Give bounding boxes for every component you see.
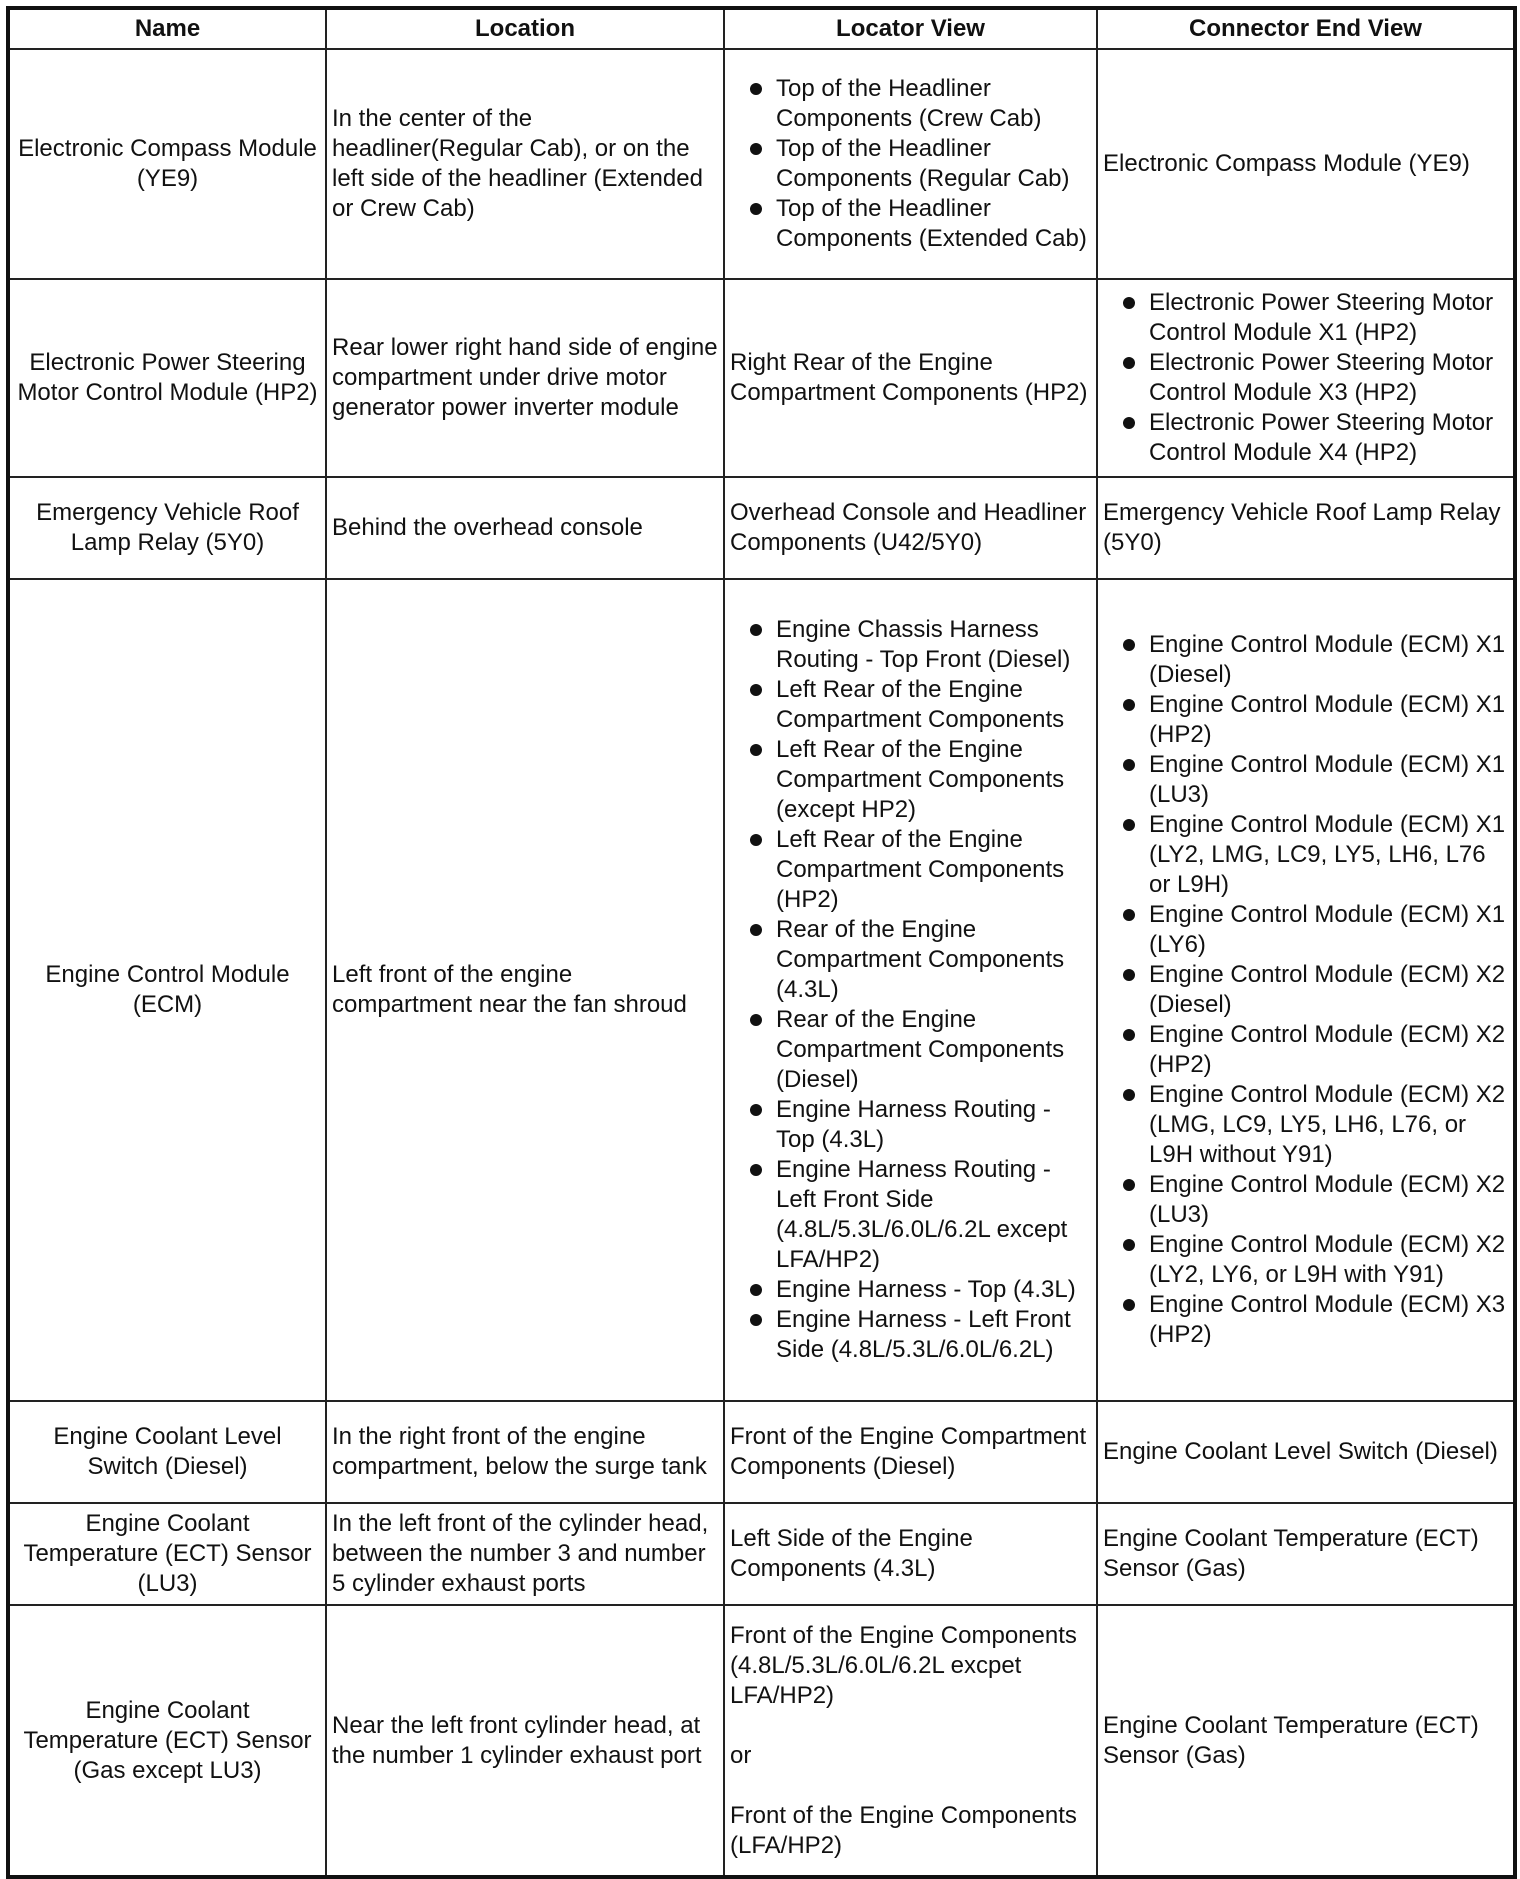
list-item (730, 74, 1091, 134)
table-row (8, 477, 1515, 579)
cell-name: Engine Coolant Level Switch (Diesel) (8, 1401, 326, 1503)
locator-item-text: Rear of the Engine Compartment Components (Diesel) (776, 1006, 1065, 1093)
locator-item-text: Engine Harness Routing - Left Front Side (4.8L/5.3L/6.0L/6.2L except LFA/HP2) (776, 1156, 1068, 1273)
header-locator-view: Locator View (724, 8, 1097, 49)
bullet-icon (1123, 357, 1135, 369)
bullet-icon (1123, 699, 1135, 711)
bullet-icon (750, 834, 762, 846)
list-item (730, 1095, 1091, 1155)
connector-item-text: Engine Control Module (ECM) X2 (LU3) (1149, 1171, 1506, 1228)
bullet-icon (750, 924, 762, 936)
locator-or-text: or (730, 1741, 752, 1769)
cell-location: In the center of the headliner(Regular Cab), or on the left side of the headliner (Extended or Crew Cab) (326, 49, 724, 279)
locator-list (730, 615, 1091, 1365)
cell-locator-view: Overhead Console and Headliner Components (U42/5Y0) (724, 477, 1097, 579)
cell-location: Rear lower right hand side of engine compartment under drive motor generator power inverter module (326, 279, 724, 477)
locator-item-text: Left Rear of the Engine Compartment Components (HP2) (776, 826, 1065, 913)
locator-item-text: Engine Harness Routing - Top (4.3L) (776, 1096, 1051, 1153)
header-row (8, 8, 1515, 49)
list-item (730, 915, 1091, 1005)
cell-connector-end-view: Emergency Vehicle Roof Lamp Relay (5Y0) (1097, 477, 1515, 579)
table-row (8, 1503, 1515, 1605)
connector-item-text: Engine Control Module (ECM) X2 (LMG, LC9, LY5, LH6, L76, or L9H without Y91) (1149, 1081, 1506, 1168)
list-item (1103, 1080, 1508, 1170)
list-item (1103, 690, 1508, 750)
cell-locator-view (724, 1605, 1097, 1877)
cell-locator-view: Front of the Engine Compartment Components (Diesel) (724, 1401, 1097, 1503)
bullet-icon (1123, 639, 1135, 651)
list-item (730, 675, 1091, 735)
connector-list (1103, 630, 1508, 1350)
connector-item-text: Engine Control Module (ECM) X1 (LY6) (1149, 901, 1506, 958)
list-item (1103, 1290, 1508, 1350)
list-item (730, 1155, 1091, 1275)
locator-item-text: Left Rear of the Engine Compartment Components (except HP2) (776, 736, 1065, 823)
bullet-icon (1123, 819, 1135, 831)
bullet-icon (750, 684, 762, 696)
bullet-icon (1123, 297, 1135, 309)
bullet-icon (750, 203, 762, 215)
list-item (730, 735, 1091, 825)
list-item (1103, 750, 1508, 810)
cell-connector-end-view: Engine Coolant Temperature (ECT) Sensor (Gas) (1097, 1605, 1515, 1877)
connector-item-text: Electronic Power Steering Motor Control Module X3 (HP2) (1149, 349, 1494, 406)
locator-item-text: Top of the Headliner Components (Extended Cab) (776, 195, 1087, 252)
table-row (8, 49, 1515, 279)
bullet-icon (1123, 417, 1135, 429)
bullet-icon (750, 744, 762, 756)
cell-connector-end-view (1097, 579, 1515, 1401)
bullet-icon (750, 143, 762, 155)
list-item (1103, 1020, 1508, 1080)
table-row (8, 279, 1515, 477)
list-item (730, 194, 1091, 254)
locator-item-text: Engine Chassis Harness Routing - Top Front (Diesel) (776, 616, 1071, 673)
connector-item-text: Engine Control Module (ECM) X2 (LY2, LY6, or L9H with Y91) (1149, 1231, 1506, 1288)
cell-location: In the left front of the cylinder head, between the number 3 and number 5 cylinder exhaust ports (326, 1503, 724, 1605)
connector-item-text: Engine Control Module (ECM) X1 (Diesel) (1149, 631, 1506, 688)
paragraph-gap (730, 1711, 1091, 1741)
connector-item-text: Engine Control Module (ECM) X1 (LY2, LMG, LC9, LY5, LH6, L76 or L9H) (1149, 811, 1506, 898)
cell-locator-view (724, 49, 1097, 279)
table-row (8, 1605, 1515, 1877)
cell-location: Left front of the engine compartment near the fan shroud (326, 579, 724, 1401)
cell-name: Engine Coolant Temperature (ECT) Sensor (Gas except LU3) (8, 1605, 326, 1877)
locator-text: Front of the Engine Components (4.8L/5.3L/6.0L/6.2L excpet LFA/HP2) (730, 1621, 1077, 1709)
connector-list (1103, 288, 1508, 468)
table-row (8, 579, 1515, 1401)
component-locator-table-sheet (6, 6, 1513, 1879)
list-item (730, 1275, 1091, 1305)
list-item (1103, 348, 1508, 408)
list-item (1103, 630, 1508, 690)
cell-name: Engine Control Module (ECM) (8, 579, 326, 1401)
list-item (1103, 1230, 1508, 1290)
connector-item-text: Engine Control Module (ECM) X2 (HP2) (1149, 1021, 1506, 1078)
connector-item-text: Electronic Power Steering Motor Control Module X1 (HP2) (1149, 289, 1494, 346)
connector-item-text: Engine Control Module (ECM) X1 (LU3) (1149, 751, 1506, 808)
list-item (730, 825, 1091, 915)
locator-item-text: Rear of the Engine Compartment Components (4.3L) (776, 916, 1065, 1003)
connector-item-text: Engine Control Module (ECM) X1 (HP2) (1149, 691, 1506, 748)
locator-item-text: Engine Harness - Top (4.3L) (776, 1276, 1076, 1303)
bullet-icon (1123, 759, 1135, 771)
connector-item-text: Electronic Power Steering Motor Control Module X4 (HP2) (1149, 409, 1494, 466)
bullet-icon (1123, 1239, 1135, 1251)
paragraph-gap (730, 1771, 1091, 1801)
cell-connector-end-view: Engine Coolant Level Switch (Diesel) (1097, 1401, 1515, 1503)
bullet-icon (750, 1284, 762, 1296)
cell-name: Engine Coolant Temperature (ECT) Sensor (LU3) (8, 1503, 326, 1605)
cell-name: Emergency Vehicle Roof Lamp Relay (5Y0) (8, 477, 326, 579)
list-item (730, 134, 1091, 194)
list-item (1103, 408, 1508, 468)
locator-item-text: Engine Harness - Left Front Side (4.8L/5.3L/6.0L/6.2L) (776, 1306, 1071, 1363)
header-name: Name (8, 8, 326, 49)
bullet-icon (750, 1164, 762, 1176)
list-item (1103, 1170, 1508, 1230)
connector-item-text: Engine Control Module (ECM) X3 (HP2) (1149, 1291, 1506, 1348)
bullet-icon (750, 83, 762, 95)
list-item (730, 1005, 1091, 1095)
bullet-icon (1123, 1299, 1135, 1311)
connector-item-text: Engine Control Module (ECM) X2 (Diesel) (1149, 961, 1506, 1018)
cell-locator-view: Right Rear of the Engine Compartment Components (HP2) (724, 279, 1097, 477)
header-location: Location (326, 8, 724, 49)
bullet-icon (1123, 1089, 1135, 1101)
list-item (1103, 960, 1508, 1020)
bullet-icon (1123, 969, 1135, 981)
list-item (1103, 810, 1508, 900)
cell-location: Behind the overhead console (326, 477, 724, 579)
bullet-icon (1123, 1179, 1135, 1191)
cell-locator-view (724, 579, 1097, 1401)
cell-name: Electronic Compass Module (YE9) (8, 49, 326, 279)
table-row (8, 1401, 1515, 1503)
locator-item-text: Top of the Headliner Components (Regular Cab) (776, 135, 1070, 192)
locator-item-text: Left Rear of the Engine Compartment Components (776, 676, 1065, 733)
locator-text: Front of the Engine Components (LFA/HP2) (730, 1801, 1077, 1859)
bullet-icon (1123, 909, 1135, 921)
cell-connector-end-view (1097, 279, 1515, 477)
cell-connector-end-view: Electronic Compass Module (YE9) (1097, 49, 1515, 279)
locator-list (730, 74, 1091, 254)
bullet-icon (750, 1314, 762, 1326)
cell-location: In the right front of the engine compartment, below the surge tank (326, 1401, 724, 1503)
bullet-icon (750, 1014, 762, 1026)
cell-connector-end-view: Engine Coolant Temperature (ECT) Sensor (Gas) (1097, 1503, 1515, 1605)
cell-name: Electronic Power Steering Motor Control Module (HP2) (8, 279, 326, 477)
header-connector-end-view: Connector End View (1097, 8, 1515, 49)
list-item (1103, 900, 1508, 960)
bullet-icon (750, 624, 762, 636)
bullet-icon (750, 1104, 762, 1116)
list-item (730, 1305, 1091, 1365)
component-locator-table (6, 6, 1517, 1879)
bullet-icon (1123, 1029, 1135, 1041)
cell-location: Near the left front cylinder head, at the number 1 cylinder exhaust port (326, 1605, 724, 1877)
cell-locator-view: Left Side of the Engine Components (4.3L) (724, 1503, 1097, 1605)
locator-item-text: Top of the Headliner Components (Crew Cab) (776, 75, 1042, 132)
list-item (1103, 288, 1508, 348)
list-item (730, 615, 1091, 675)
